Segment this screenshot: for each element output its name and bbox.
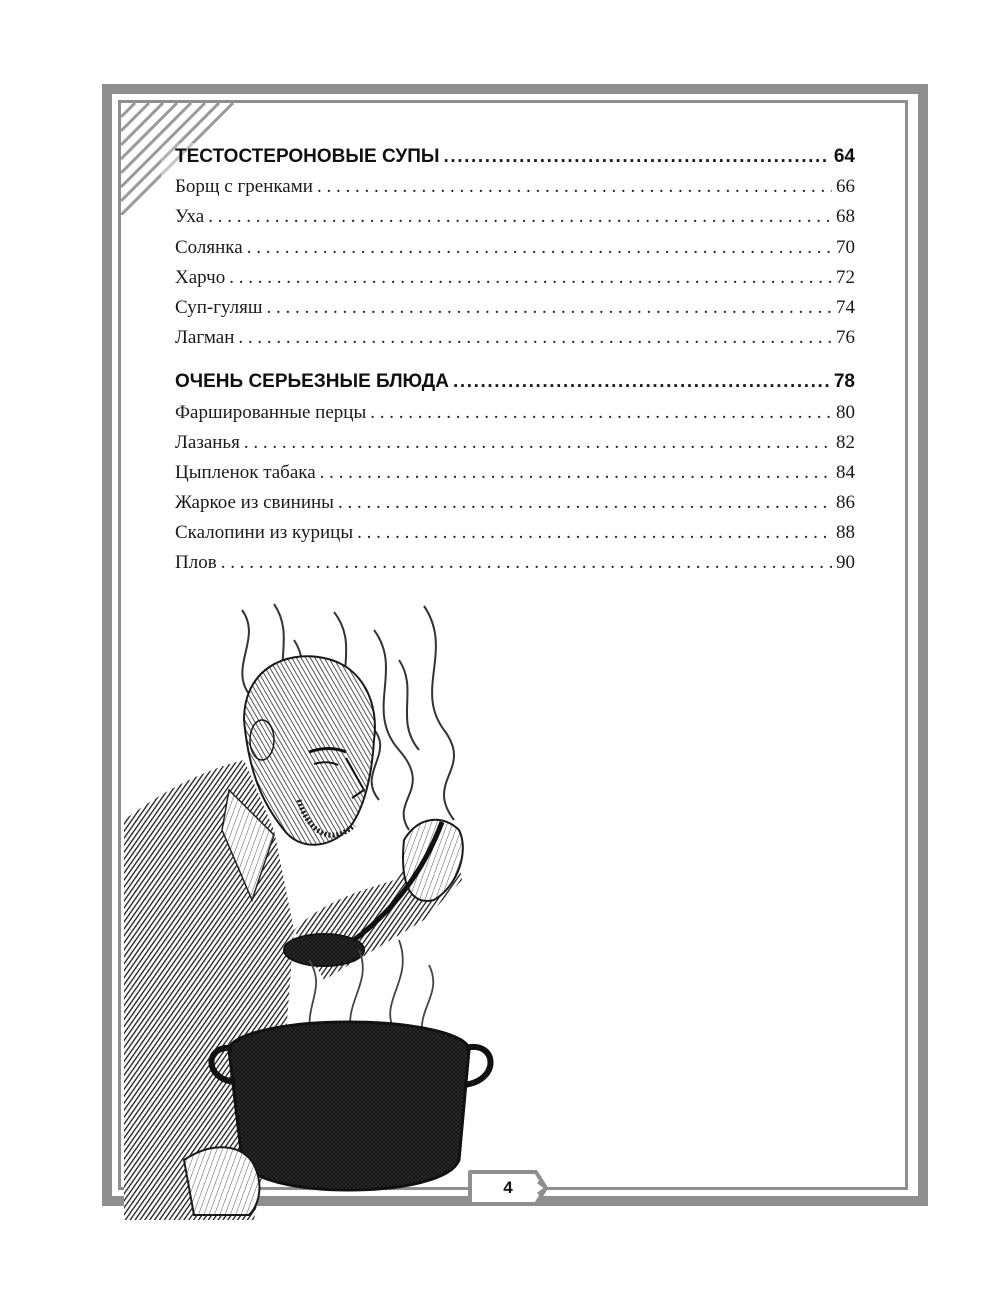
dot-leader bbox=[267, 297, 832, 319]
section-page: 78 bbox=[833, 371, 855, 393]
toc-item-page: 86 bbox=[836, 492, 855, 514]
toc-item-label: Фаршированные перцы bbox=[175, 401, 367, 423]
dot-leader bbox=[221, 552, 832, 574]
dot-leader bbox=[208, 206, 832, 228]
dot-leader bbox=[338, 492, 832, 514]
table-of-contents bbox=[175, 146, 855, 583]
toc-item[interactable] bbox=[175, 432, 855, 462]
toc-item[interactable] bbox=[175, 267, 855, 297]
toc-item-page: 74 bbox=[836, 296, 855, 318]
dot-leader bbox=[229, 267, 832, 289]
toc-item-page: 84 bbox=[836, 461, 855, 483]
toc-item[interactable] bbox=[175, 206, 855, 236]
toc-item-label: Цыпленок табака bbox=[175, 461, 316, 483]
toc-item[interactable] bbox=[175, 522, 855, 552]
toc-item-page: 66 bbox=[836, 176, 855, 198]
toc-item-page: 70 bbox=[836, 236, 855, 258]
toc-section-heading[interactable] bbox=[175, 146, 855, 176]
section-title: ОЧЕНЬ СЕРЬЕЗНЫЕ БЛЮДА bbox=[175, 371, 449, 393]
toc-item-label: Жаркое из свинины bbox=[175, 492, 334, 514]
dot-leader bbox=[357, 522, 832, 544]
dot-leader bbox=[320, 462, 832, 484]
toc-item-label: Плов bbox=[175, 552, 217, 574]
toc-item[interactable] bbox=[175, 237, 855, 267]
toc-item[interactable] bbox=[175, 492, 855, 522]
toc-item-page: 72 bbox=[836, 266, 855, 288]
dot-leader bbox=[453, 371, 830, 393]
toc-item[interactable] bbox=[175, 402, 855, 432]
toc-item-label: Солянка bbox=[175, 236, 243, 258]
dot-leader bbox=[317, 176, 832, 198]
man-tasting-soup-illustration bbox=[124, 600, 516, 1220]
toc-item-page: 68 bbox=[836, 206, 855, 228]
toc-item[interactable] bbox=[175, 462, 855, 492]
toc-item[interactable] bbox=[175, 552, 855, 582]
toc-item[interactable] bbox=[175, 327, 855, 357]
dot-leader bbox=[444, 146, 830, 168]
toc-item-label: Лагман bbox=[175, 327, 235, 349]
dot-leader bbox=[238, 327, 832, 349]
toc-item[interactable] bbox=[175, 297, 855, 327]
toc-item-page: 76 bbox=[836, 327, 855, 349]
toc-item[interactable] bbox=[175, 176, 855, 206]
toc-item-page: 82 bbox=[836, 431, 855, 453]
toc-item-label: Уха bbox=[175, 206, 205, 228]
toc-item-label: Скалопини из курицы bbox=[175, 522, 354, 544]
toc-item-page: 80 bbox=[836, 401, 855, 423]
dot-leader bbox=[244, 432, 832, 454]
section-title: ТЕСТОСТЕРОНОВЫЕ СУПЫ bbox=[175, 146, 440, 167]
toc-item-label: Суп-гуляш bbox=[175, 296, 263, 318]
section-page: 64 bbox=[833, 146, 855, 167]
toc-item-page: 88 bbox=[836, 522, 855, 544]
page-number: 4 bbox=[503, 1178, 513, 1197]
toc-item-label: Лазанья bbox=[175, 431, 240, 453]
dot-leader bbox=[370, 402, 832, 424]
section-spacer bbox=[175, 357, 855, 371]
dot-leader bbox=[247, 237, 832, 259]
toc-item-label: Харчо bbox=[175, 266, 226, 288]
toc-item-label: Борщ с гренками bbox=[175, 176, 313, 198]
toc-item-page: 90 bbox=[836, 552, 855, 574]
toc-section-heading[interactable] bbox=[175, 371, 855, 401]
